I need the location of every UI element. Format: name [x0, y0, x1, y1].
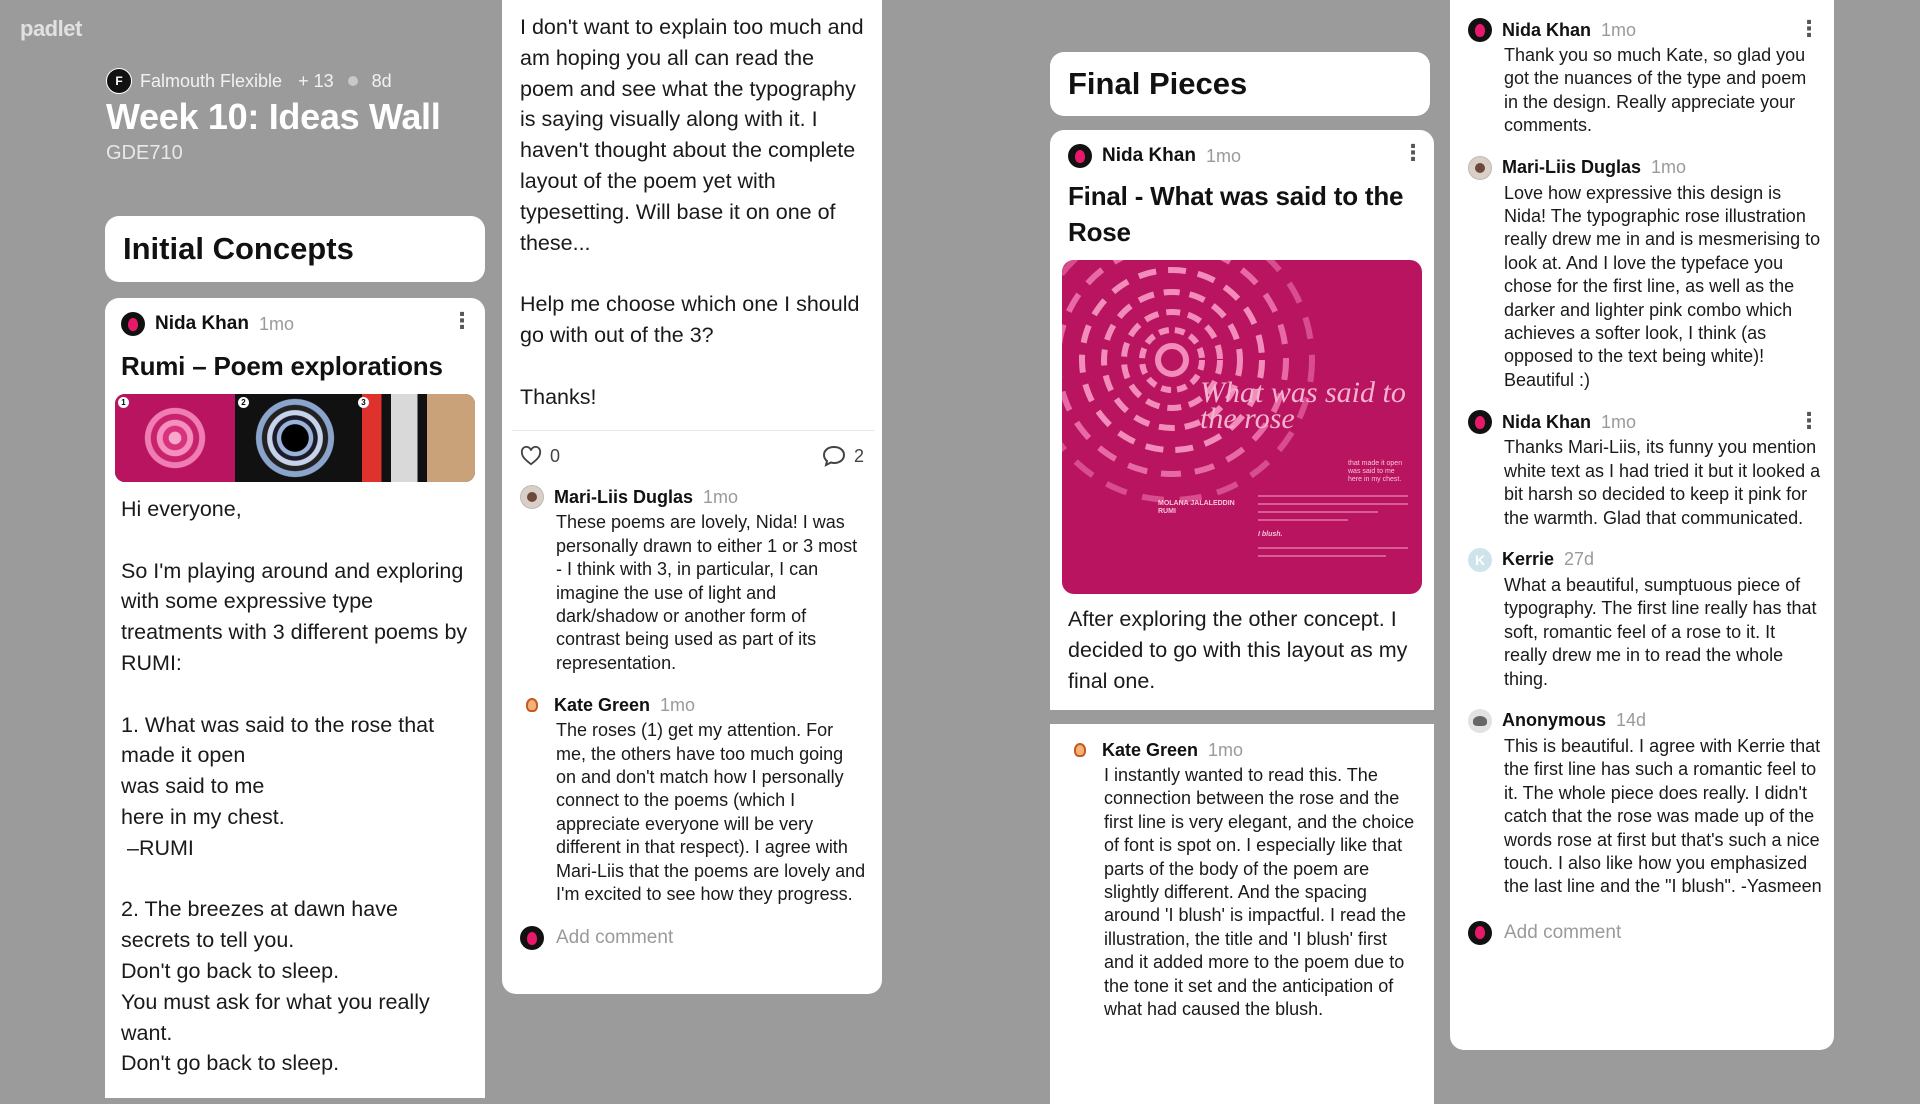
comment [1468, 410, 1822, 530]
comment-author [1468, 709, 1822, 733]
reaction-bar [520, 445, 868, 467]
author-name[interactable]: Kerrie [1502, 549, 1555, 570]
post-time: 1mo [258, 313, 294, 334]
comments-card-final-continued [1450, 0, 1834, 1050]
comment-bubble-icon [822, 445, 846, 467]
more-options-icon[interactable]: ⋮ [1402, 140, 1424, 165]
comment-author [1468, 410, 1822, 434]
comment-options-icon[interactable]: ⋮ [1798, 16, 1820, 41]
author-name[interactable]: Mari-Liis Duglas [1502, 157, 1642, 178]
poster-body-lines [1258, 495, 1408, 557]
board-subtitle: GDE710 [106, 142, 183, 164]
post-card-rumi-continued[interactable] [502, 0, 882, 994]
comment-author [520, 693, 868, 717]
poster-blush: I blush. [1258, 531, 1283, 538]
post-body: After exploring the other concept. I decided to go with this layout as my final one. [1068, 607, 1414, 693]
avatar[interactable] [121, 312, 145, 336]
author-name[interactable]: Nida Khan [1502, 19, 1592, 40]
comment-author [1468, 18, 1822, 42]
heart-icon [520, 446, 542, 466]
comment-time: 1mo [1601, 411, 1637, 432]
author-name[interactable]: Nida Khan [155, 313, 249, 334]
comment-text: Love how expressive this design is Nida! The typographic rose illustration really drew me in and is mesmerising to look at. And I love the typeface you chose for the first line, as well as the darker and lighter pink combo which achieves a softer look, I think (as opposed to the text being white)! Beautiful :) [1504, 182, 1821, 390]
avatar [520, 926, 544, 950]
avatar[interactable]: K [1468, 548, 1492, 572]
comment-author [1062, 738, 1422, 762]
comment-text: Thank you so much Kate, so glad you got the nuances of the type and poem in the design. Really appreciate your comments. [1504, 45, 1807, 136]
post-time: 1mo [1205, 145, 1241, 166]
add-comment-placeholder: Add comment [556, 927, 674, 949]
org-name[interactable]: Falmouth Flexible [140, 70, 283, 91]
post-card-rumi[interactable] [105, 298, 485, 1098]
comment-text: What a beautiful, sumptuous piece of typography. The first line really has that soft, romantic feel of a rose to it. It really drew me in to read the whole thing. [1504, 574, 1817, 689]
comment-count: 2 [853, 445, 864, 466]
poster-credit: MOLANA JALALEDDIN RUMI [1158, 500, 1235, 515]
comment-time: 1mo [1601, 19, 1637, 40]
comment [1468, 548, 1822, 691]
comment-text: I instantly wanted to read this. The connection between the rose and the first line is very elegant, and the choice of font is spot on. I especially like that parts of the body of the poem are slightly different. And the spacing around 'I blush' is impactful. I read the illustration, the title and 'I blush' first and it added more to the poem due to the tone it set and the anticipation of what had caused the blush. [1104, 765, 1415, 1020]
thumb-number: 2 [238, 397, 249, 408]
like-button[interactable] [520, 445, 560, 467]
attachment-thumbnails[interactable] [115, 394, 475, 482]
section-header-initial-concepts[interactable]: Initial Concepts [105, 216, 485, 282]
author-name[interactable]: Nida Khan [1102, 145, 1196, 166]
author-name[interactable]: Kate Green [1102, 739, 1199, 760]
add-comment-placeholder: Add comment [1504, 921, 1622, 943]
thumbnail-breezes[interactable] [355, 394, 475, 482]
comment-author [520, 485, 868, 509]
post-title: Rumi – Poem explorations [121, 351, 443, 381]
comments-button[interactable] [822, 445, 864, 467]
avatar[interactable] [1468, 410, 1492, 434]
thumbnail-rose[interactable] [115, 394, 235, 482]
comment [520, 485, 868, 675]
post-card-final[interactable] [1050, 130, 1434, 710]
post-author [121, 312, 469, 336]
separator-dot-icon [348, 76, 358, 86]
comment-author [1468, 156, 1822, 180]
poster-headline: What was said to the rose [1200, 376, 1406, 435]
board-title: Week 10: Ideas Wall [106, 96, 441, 137]
author-name[interactable]: Nida Khan [1502, 411, 1592, 432]
avatar[interactable] [1468, 709, 1492, 733]
org-avatar[interactable]: F [106, 68, 132, 94]
more-options-icon[interactable]: ⋮ [451, 308, 473, 333]
comment-time: 14d [1616, 710, 1647, 731]
comment [1062, 738, 1422, 1021]
member-count[interactable]: + 13 [298, 70, 334, 91]
board-age: 8d [371, 70, 392, 91]
author-name[interactable]: Anonymous [1502, 710, 1607, 731]
author-name[interactable]: Kate Green [554, 694, 651, 715]
comment-text: These poems are lovely, Nida! I was personally drawn to either 1 or 3 most - I think with 3, in particular, I can imagine the use of light and dark/shadow or another form of contrast being used as part of its representation. [556, 512, 858, 673]
thumb-number: 1 [118, 397, 129, 408]
final-poster-image[interactable] [1062, 260, 1422, 594]
like-count: 0 [550, 445, 561, 466]
thumbnail-spiral[interactable] [235, 394, 355, 482]
avatar[interactable] [1468, 156, 1492, 180]
comment [1468, 709, 1822, 899]
post-author [1062, 140, 1424, 168]
padlet-logo[interactable]: padlet [20, 16, 82, 41]
avatar[interactable] [1068, 738, 1092, 762]
post-body: Hi everyone, So I'm playing around and exploring with some expressive type treatments with 3 different poems by RUMI: 1. What was said to the rose that made it open was said to me here in my chest. –RUMI 2. The breezes at dawn have secrets to tell you. Don't go back to sleep. You must ask for what you really want. Don't go back to sleep. [121, 497, 468, 1076]
comment-time: 1mo [660, 694, 696, 715]
comment-options-icon[interactable]: ⋮ [1798, 408, 1820, 434]
avatar [1468, 921, 1492, 945]
thumb-number: 3 [358, 397, 369, 408]
comment-text: Thanks Mari-Liis, its funny you mention white text as I had tried it but it looked a bit harsh so decided to keep it pink for the warmth. Glad that communicated. [1504, 437, 1821, 528]
comment-time: 1mo [1208, 739, 1244, 760]
section-header-final-pieces[interactable]: Final Pieces [1050, 52, 1430, 116]
comment-text: The roses (1) get my attention. For me, the others have too much going on and don't match how I personally connect to the poems (which I appreciate everyone will be very different in that respect). I agree with Mari-Liis that the poems are lovely and I'm excited to see how they progress. [556, 720, 866, 905]
divider [512, 430, 874, 431]
comment-time: 1mo [1651, 157, 1687, 178]
avatar[interactable] [1068, 144, 1092, 168]
comment-time: 27d [1564, 549, 1595, 570]
add-comment-input[interactable] [1468, 921, 1822, 945]
comment-text: This is beautiful. I agree with Kerrie that the first line has such a romantic feel to it. The whole piece does really. I didn't catch that the rose was made up of the words rose at first but that's such a nice touch. I also like how you emphasized the last line and the "I blush". -Yasmeen [1504, 735, 1822, 897]
comment-author [1468, 548, 1822, 572]
comment [520, 693, 868, 906]
add-comment-input[interactable] [520, 926, 868, 950]
avatar[interactable] [1468, 18, 1492, 42]
post-title: Final - What was said to the Rose [1068, 181, 1404, 247]
post-body-continued: I don't want to explain too much and am hoping you all can read the poem and see what the typography is saying visually along with it. I haven't thought about the complete layout of the poem yet with typesetting. Will base it on one of these... Help me choose which one I should go with out of the 3? Thanks! [520, 15, 864, 409]
board-meta [106, 68, 392, 94]
comment-time: 1mo [703, 486, 739, 507]
comment [1468, 18, 1822, 138]
comments-card-final [1050, 724, 1434, 1104]
poster-side-note: that made it open was said to me here in my chest. [1348, 460, 1403, 483]
author-name[interactable]: Mari-Liis Duglas [554, 486, 694, 507]
avatar[interactable] [520, 485, 544, 509]
comment [1468, 156, 1822, 393]
avatar[interactable] [520, 693, 544, 717]
